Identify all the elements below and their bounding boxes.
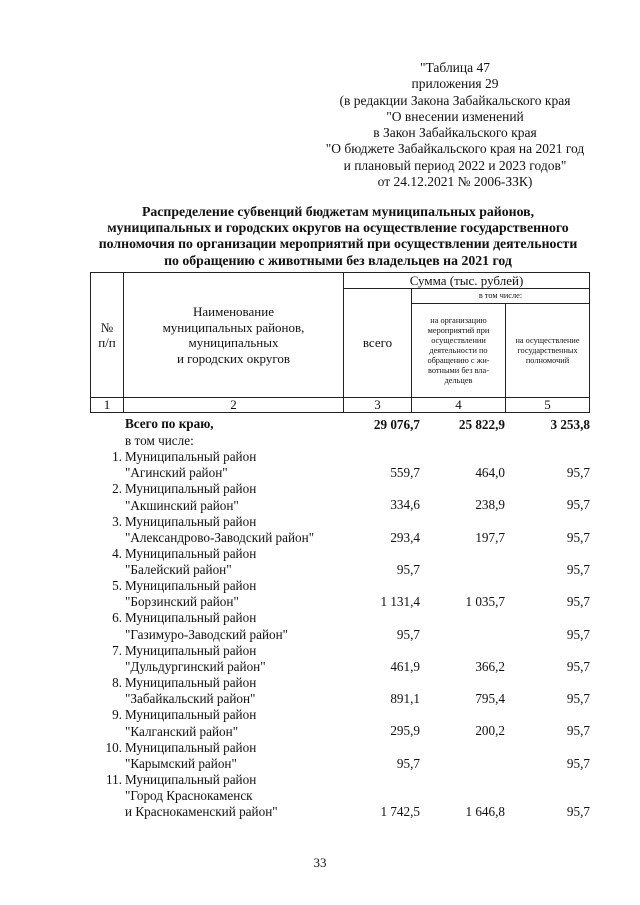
row-total-value: 891,1 bbox=[390, 691, 420, 707]
header-organization: на организацию мероприятий при осуществлении деятельности по обращению с жи- вотными без вла- дельцев bbox=[411, 303, 506, 398]
row-total-value: 95,7 bbox=[396, 561, 420, 577]
row-name-line: "Газимуро-Заводский район" bbox=[125, 626, 289, 642]
row-name-line: и Краснокаменский район" bbox=[125, 804, 278, 820]
index-4: 4 bbox=[411, 397, 506, 413]
row-total-value: 95,7 bbox=[396, 755, 420, 771]
index-2: 2 bbox=[123, 397, 344, 413]
row-name bbox=[125, 610, 355, 642]
row-number: 4. bbox=[112, 545, 122, 561]
row-organization-value: 1 035,7 bbox=[465, 594, 505, 610]
note-line: приложения 29 bbox=[411, 76, 499, 92]
row-state-value: 95,7 bbox=[566, 658, 590, 674]
row-organization-value: 197,7 bbox=[475, 529, 505, 545]
title-line: полномочия по организации мероприятий при осуществлении деятельности bbox=[98, 236, 578, 252]
total-v4: 25 822,9 bbox=[458, 416, 505, 432]
header-state-powers: на осуществление государственных полномочий bbox=[505, 303, 590, 398]
row-state-value: 95,7 bbox=[566, 497, 590, 513]
table-reference-note bbox=[290, 60, 620, 190]
table-row bbox=[90, 578, 590, 610]
row-name-line: Муниципальный район bbox=[125, 449, 257, 464]
row-state-value: 95,7 bbox=[566, 529, 590, 545]
row-name-line: Муниципальный район bbox=[125, 545, 257, 561]
row-name bbox=[125, 578, 355, 610]
note-line: от 24.12.2021 № 2006-ЗЗК) bbox=[377, 174, 533, 190]
row-name-line: "Карымский район" bbox=[125, 755, 237, 771]
row-name-line: Муниципальный район bbox=[125, 610, 257, 626]
table-header bbox=[90, 272, 590, 413]
row-name bbox=[125, 707, 355, 739]
table-body bbox=[90, 416, 590, 821]
table-row bbox=[90, 481, 590, 513]
row-state-value: 95,7 bbox=[566, 691, 590, 707]
row-organization-value: 200,2 bbox=[475, 723, 505, 739]
row-name-line: "Борзинский район" bbox=[125, 594, 239, 610]
row-name-line: Муниципальный район bbox=[125, 675, 257, 691]
row-name-line: "Город Краснокаменск bbox=[125, 788, 253, 804]
table-row bbox=[90, 610, 590, 642]
table-row bbox=[90, 772, 590, 821]
row-total-value: 334,6 bbox=[390, 497, 420, 513]
row-number: 10. bbox=[105, 739, 122, 755]
row-name bbox=[125, 546, 355, 578]
row-organization-value: 238,9 bbox=[475, 497, 505, 513]
row-name bbox=[125, 772, 355, 821]
table-row bbox=[90, 449, 590, 481]
header-total: всего bbox=[343, 288, 412, 398]
row-name bbox=[125, 643, 355, 675]
document-title bbox=[68, 204, 608, 269]
title-line: по обращению с животными без владельцев на 2021 год bbox=[164, 252, 512, 268]
note-line: (в редакции Закона Забайкальского края bbox=[339, 92, 571, 108]
row-name-line: "Калганский район" bbox=[125, 723, 239, 739]
total-label: Всего по краю, bbox=[125, 416, 214, 431]
total-v3: 29 076,7 bbox=[373, 416, 420, 432]
row-total-value: 461,9 bbox=[390, 658, 420, 674]
row-number: 5. bbox=[112, 578, 122, 594]
index-1: 1 bbox=[90, 397, 124, 413]
row-number: 9. bbox=[112, 707, 122, 723]
row-name-line: Муниципальный район bbox=[125, 642, 257, 658]
row-state-value: 95,7 bbox=[566, 465, 590, 481]
row-number: 6. bbox=[112, 610, 122, 626]
row-name-line: "Александрово-Заводский район" bbox=[125, 529, 315, 545]
title-line: муниципальных и городских округов на осуществление государственного bbox=[107, 220, 569, 236]
note-line: "О внесении изменений bbox=[386, 108, 524, 124]
header-number: № п/п bbox=[90, 272, 124, 398]
row-number: 8. bbox=[112, 675, 122, 691]
row-name-line: Муниципальный район bbox=[125, 771, 257, 787]
row-total-value: 1 742,5 bbox=[380, 804, 420, 820]
row-total-value: 1 131,4 bbox=[380, 594, 420, 610]
row-name bbox=[125, 449, 355, 481]
row-organization-value: 1 646,8 bbox=[465, 804, 505, 820]
row-name-line: "Забайкальский район" bbox=[125, 691, 256, 707]
row-name-line: Муниципальный район bbox=[125, 513, 257, 529]
row-number: 1. bbox=[112, 449, 122, 464]
row-name-line: "Агинский район" bbox=[125, 465, 228, 481]
table-row bbox=[90, 514, 590, 546]
table-row bbox=[90, 707, 590, 739]
total-v5: 3 253,8 bbox=[550, 416, 590, 432]
row-name-line: Муниципальный район bbox=[125, 739, 257, 755]
row-name-line: "Акшинский район" bbox=[125, 497, 239, 513]
row-number: 7. bbox=[112, 642, 122, 658]
row-name bbox=[125, 481, 355, 513]
row-name-line: Муниципальный район bbox=[125, 578, 257, 594]
row-organization-value: 795,4 bbox=[475, 691, 505, 707]
note-line: в Закон Забайкальского края bbox=[373, 125, 537, 141]
row-number: 11. bbox=[106, 771, 122, 787]
row-name-line: Муниципальный район bbox=[125, 707, 257, 723]
row-state-value: 95,7 bbox=[566, 626, 590, 642]
row-organization-value: 366,2 bbox=[475, 658, 505, 674]
table-row bbox=[90, 643, 590, 675]
row-total-value: 95,7 bbox=[396, 626, 420, 642]
row-state-value: 95,7 bbox=[566, 594, 590, 610]
row-name bbox=[125, 675, 355, 707]
row-total-value: 295,9 bbox=[390, 723, 420, 739]
row-number: 3. bbox=[112, 513, 122, 529]
total-row bbox=[90, 416, 590, 433]
index-5: 5 bbox=[505, 397, 590, 413]
note-line: и плановый период 2022 и 2023 годов" bbox=[343, 157, 567, 173]
table-row bbox=[90, 675, 590, 707]
header-name: Наименование муниципальных районов, муниципальных и городских округов bbox=[123, 272, 344, 398]
row-total-value: 559,7 bbox=[390, 465, 420, 481]
table-row bbox=[90, 546, 590, 578]
row-name-line: Муниципальный район bbox=[125, 481, 257, 497]
including-label: в том числе: bbox=[125, 433, 194, 448]
index-3: 3 bbox=[343, 397, 412, 413]
table-row bbox=[90, 740, 590, 772]
row-organization-value: 464,0 bbox=[475, 465, 505, 481]
header-sum: Сумма (тыс. рублей) bbox=[343, 272, 590, 289]
header-including: в том числе: bbox=[411, 288, 590, 304]
row-state-value: 95,7 bbox=[566, 561, 590, 577]
page-number: 33 bbox=[313, 855, 327, 870]
note-line: "О бюджете Забайкальского края на 2021 год bbox=[325, 141, 585, 157]
row-name-line: "Балейский район" bbox=[125, 562, 232, 578]
row-total-value: 293,4 bbox=[390, 529, 420, 545]
row-name bbox=[125, 514, 355, 546]
row-state-value: 95,7 bbox=[566, 723, 590, 739]
row-state-value: 95,7 bbox=[566, 804, 590, 820]
row-name bbox=[125, 740, 355, 772]
row-name-line: "Дульдургинский район" bbox=[125, 658, 266, 674]
row-number: 2. bbox=[112, 481, 122, 497]
note-line: "Таблица 47 bbox=[420, 60, 490, 75]
including-row bbox=[90, 433, 590, 449]
row-state-value: 95,7 bbox=[566, 755, 590, 771]
title-line: Распределение субвенций бюджетам муниципальных районов, bbox=[141, 204, 535, 219]
